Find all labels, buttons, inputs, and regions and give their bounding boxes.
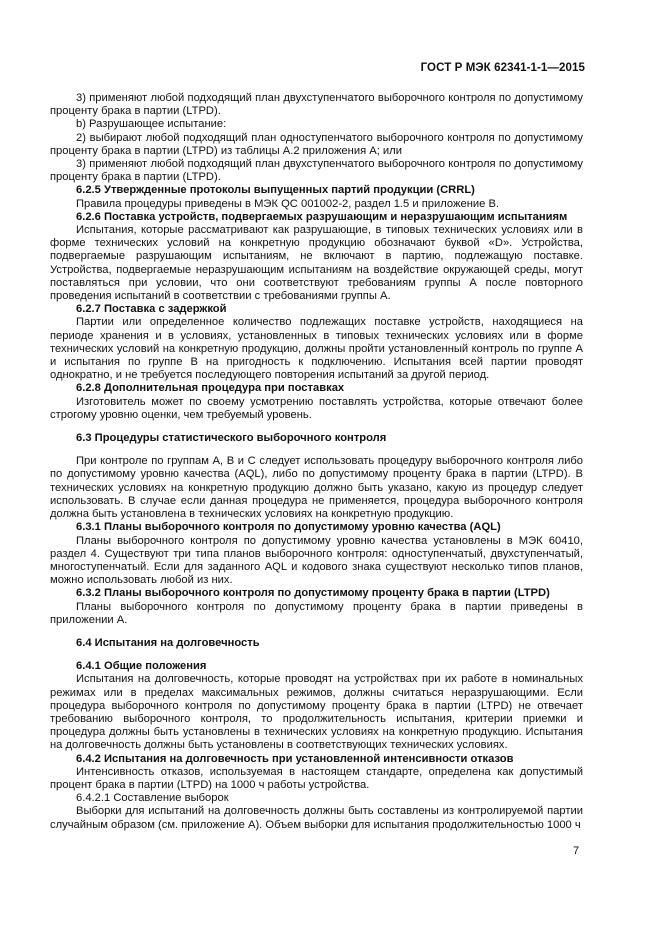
paragraph: Испытания, которые рассматривают как разрушающие, в типовых технических условиях или в форме технических условий на конкретную продукцию обозначают буквой «D». Устройства, подвергаемые разрушающим испытаниям, не включают в партию, подлежащую поставке. Устройства, подвергаемые неразрушающим испытаниям на воздействие окружающей среды, могут поставляться при условии, что они соответствуют требованиям группы А после повторного проведения испытаний в соответствии с требованиями группы А.: [50, 224, 583, 303]
section-heading: 6.3 Процедуры статистического выборочного контроля: [76, 432, 387, 445]
paragraph: Партии или определенное количество подлежащих поставке устройств, находящиеся на периоде хранения и в условиях, установленных в типовых технических условиях или в форме технических условий на конкретную продукцию, должны пройти установленный контроль по группе А и испытания по группе В на пригодность к подключению. Испытания всей партии проводят однократно, и не требуется последующего повторения испытаний за другой период.: [50, 316, 583, 382]
paragraph: Планы выборочного контроля по допустимому проценту брака в партии приведены в приложении А.: [50, 600, 583, 626]
subsection-heading: 6.2.6 Поставка устройств, подвергаемых разрушающим и неразрушающим испытаниям: [76, 210, 568, 223]
paragraph: b) Разрушающее испытание:: [76, 118, 227, 131]
page-header: ГОСТ Р МЭК 62341-1-1—2015: [420, 62, 585, 74]
paragraph: Изготовитель может по своему усмотрению поставлять устройства, которые отвечают более строгому уровню оценки, чем требуемый уровень.: [50, 395, 583, 421]
paragraph: Интенсивность отказов, используемая в настоящем стандарте, определена как допустимый процент брака в партии (LTPD) на 1000 ч работы устройства.: [50, 765, 583, 791]
subsection-heading: 6.2.7 Поставка с задержкой: [76, 303, 227, 316]
paragraph: 3) применяют любой подходящий план двухступенчатого выборочного контроля по допустимому проценту брака в партии (LTPD).: [50, 92, 583, 118]
paragraph: 3) применяют любой подходящий план двухступенчатого выборочного контроля по допустимому проценту брака в партии (LTPD).: [50, 158, 583, 184]
paragraph: Выборки для испытаний на долговечность должны быть составлены из контролируемой партии случайным образом (см. приложение А). Объем выборки для испытания продолжительностью 1000 ч: [50, 805, 583, 831]
subsection-heading: 6.3.2 Планы выборочного контроля по допустимому проценту брака в партии (LTPD): [76, 587, 550, 600]
subsection-heading: 6.2.8 Дополнительная процедура при поставках: [76, 382, 345, 395]
subsection-heading: 6.4.1 Общие положения: [76, 660, 207, 673]
subsection-heading: 6.3.1 Планы выборочного контроля по допустимому уровню качества (AQL): [76, 521, 501, 534]
paragraph: Планы выборочного контроля по допустимому уровню качества установлены в МЭК 60410, раздел 4. Существуют три типа планов выборочного контроля: одноступенчатый, двухступенчатый, многоступенчатый. Если для заданного AQL и кодового знака существуют несколько типов планов, можно использовать любой из них.: [50, 534, 583, 587]
clause-heading: 6.4.2.1 Составление выборок: [76, 792, 229, 805]
paragraph: 2) выбирают любой подходящий план одноступенчатого выборочного контроля по допустимому проценту брака в партии (LTPD) из таблицы А.2 приложения А; или: [50, 131, 583, 157]
paragraph: Правила процедуры приведены в МЭК QC 001002-2, раздел 1.5 и приложение В.: [76, 197, 500, 210]
document-body: [50, 92, 583, 832]
paragraph: Испытания на долговечность, которые проводят на устройствах при их работе в номинальных режимах или в пределах максимальных режимов, должны считаться неразрушающими. Если процедура выборочного контроля по допустимому проценту брака в партии (LTPD) не отвечает требованию выборочного контроля, то продолжительность испытания, критерии приемки и процедура должны быть установлены в технических условиях на конкретную продукцию. Испытания на долговечность должны быть установлены в соответствующих технических условиях.: [50, 673, 583, 752]
subsection-heading: 6.2.5 Утвержденные протоколы выпущенных партий продукции (CRRL): [76, 184, 475, 197]
page-number: 7: [573, 845, 580, 857]
paragraph: При контроле по группам А, В и С следует использовать процедуру выборочного контроля либо по допустимому уровню качества (AQL), либо по допустимому проценту брака в партии (LTPD). В технических условиях на конкретную продукцию должно быть указано, какую из процедур следует использовать. В случае если данная процедура не применяется, процедура выборочного контроля должна быть установлена в технических условиях на конкретную продукцию.: [50, 455, 583, 521]
section-heading: 6.4 Испытания на долговечность: [76, 636, 260, 649]
subsection-heading: 6.4.2 Испытания на долговечность при установленной интенсивности отказов: [76, 752, 514, 765]
